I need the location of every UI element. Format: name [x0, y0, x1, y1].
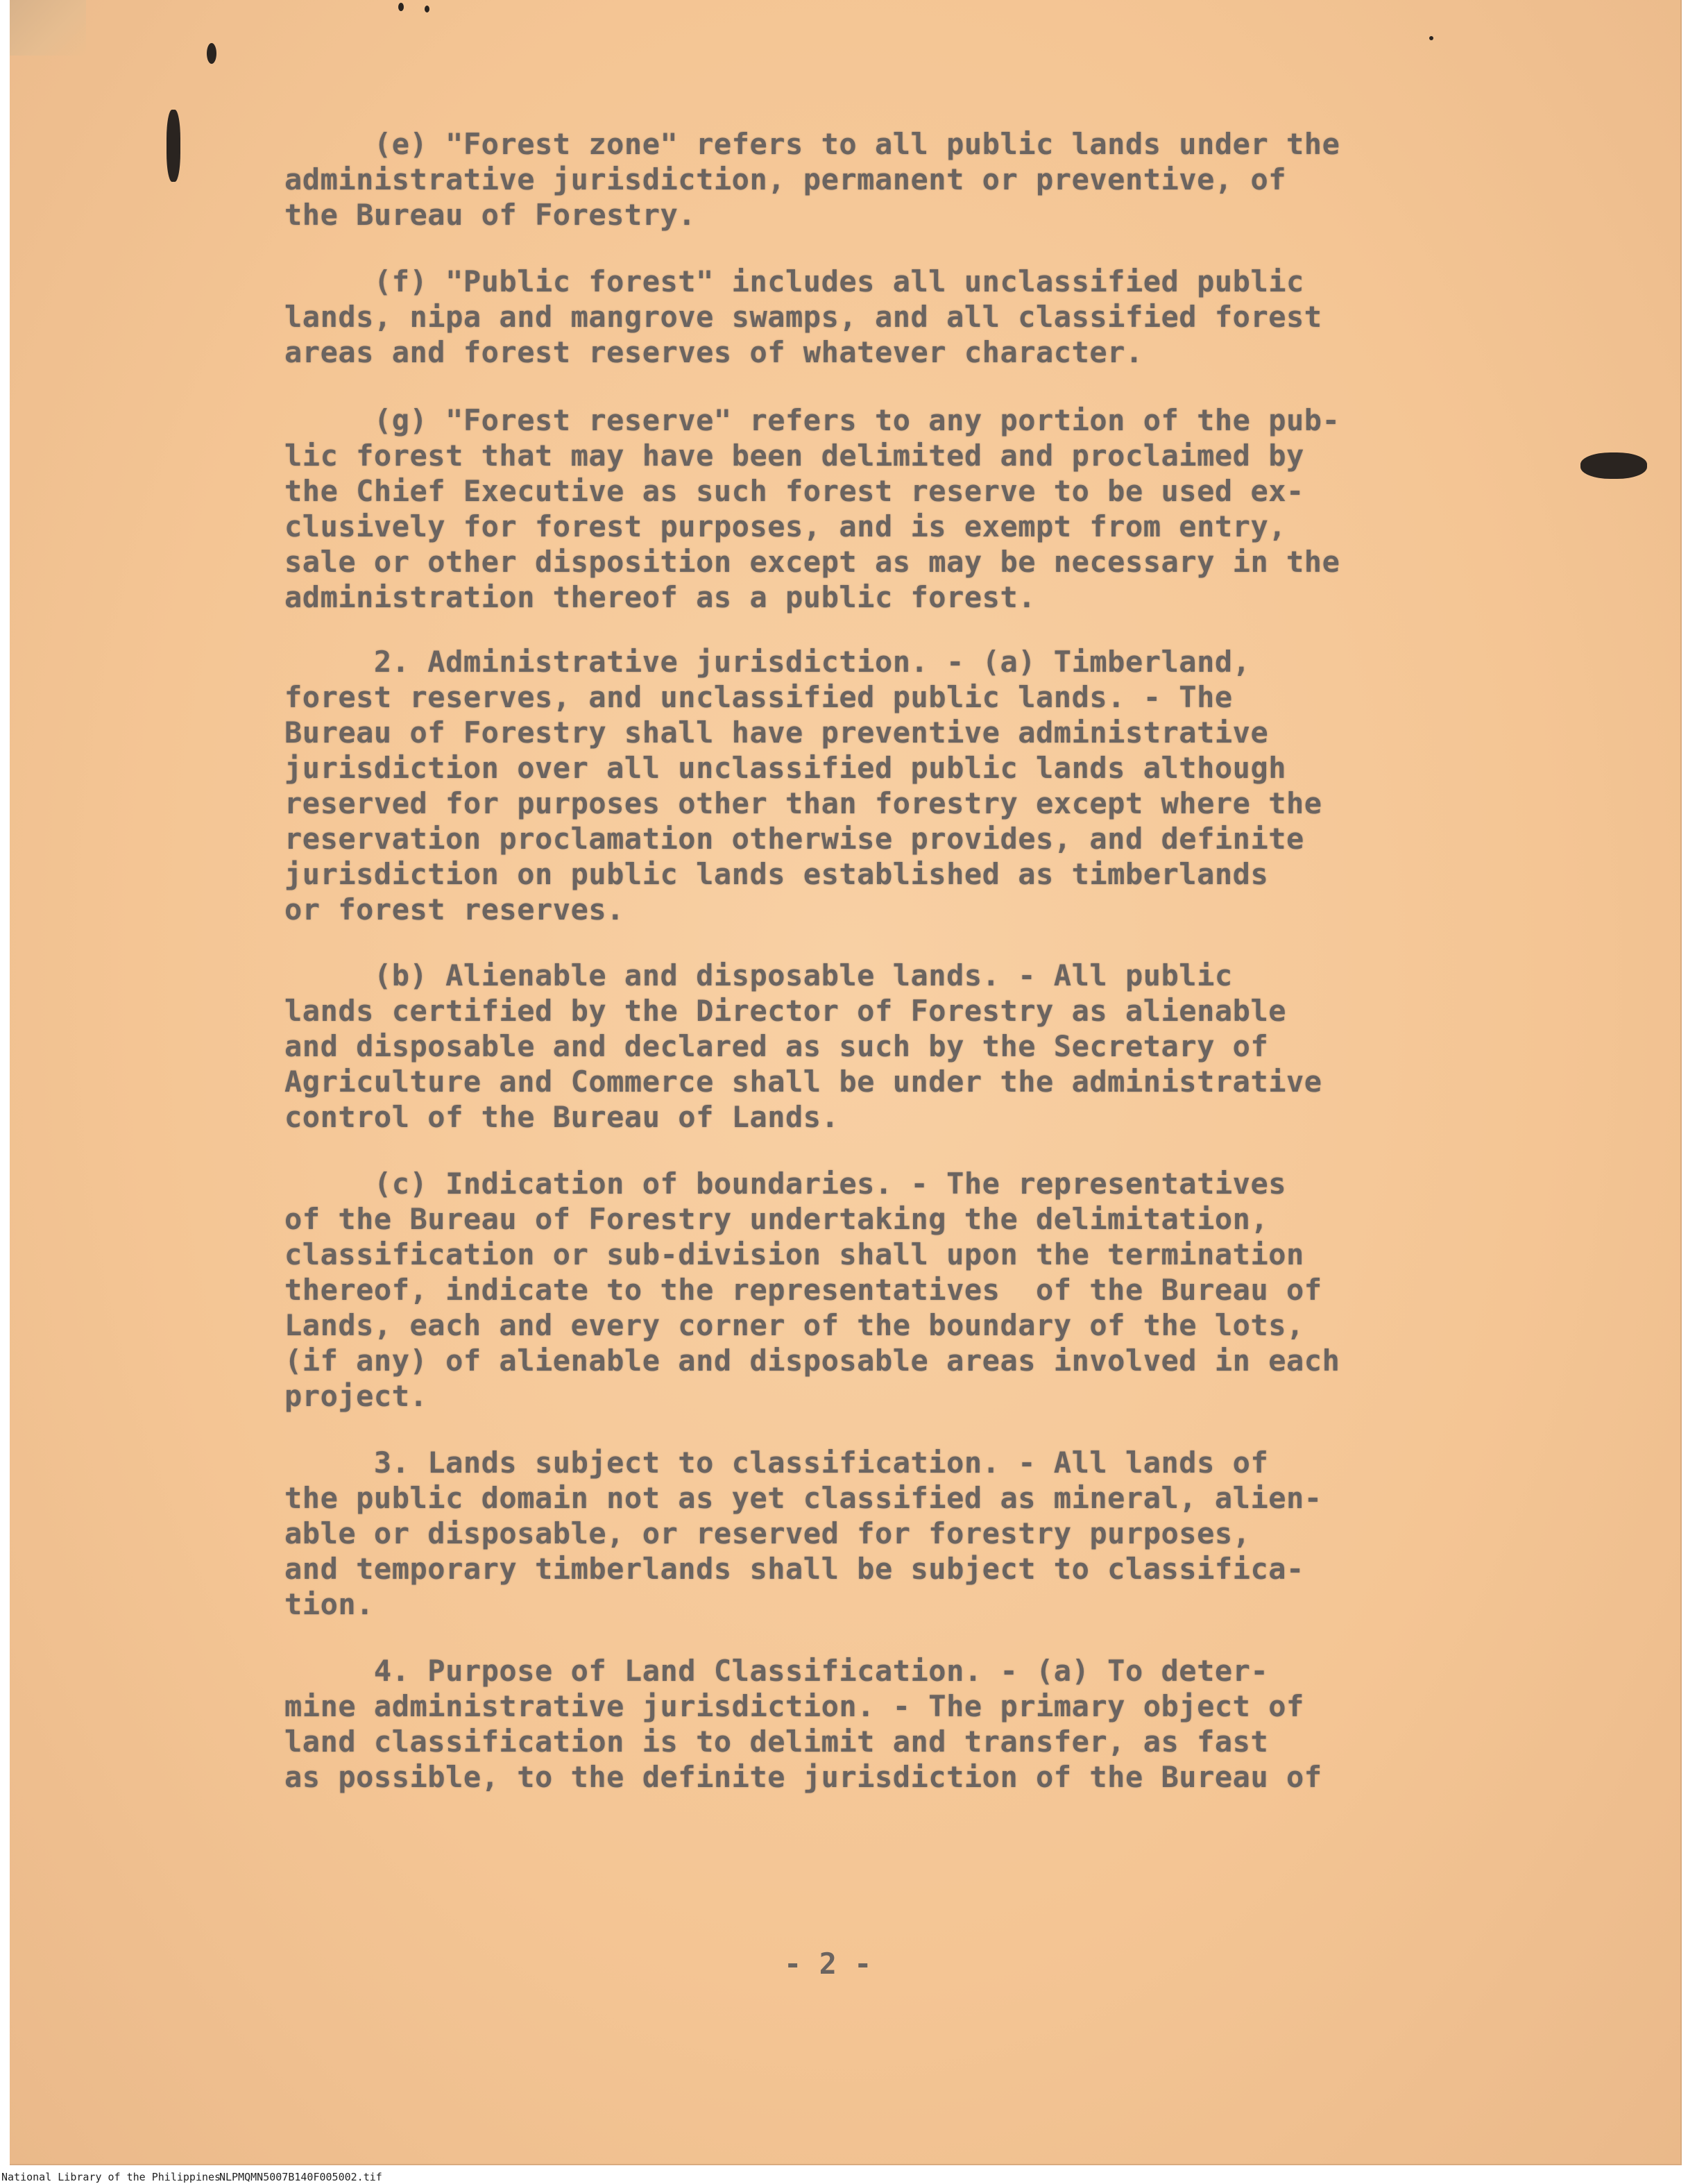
ink-blot-left-1 — [207, 43, 216, 64]
ink-dot-right — [1429, 36, 1433, 40]
paragraph-forest-reserve — [284, 403, 1519, 615]
page-number: - 2 - — [784, 1947, 872, 1981]
text-line: 2. Administrative jurisdiction. - (a) Timberland, — [284, 645, 1251, 679]
text-line: reservation proclamation otherwise provides, and definite — [284, 822, 1304, 856]
text-line: 4. Purpose of Land Classification. - (a) To deter- — [284, 1654, 1269, 1688]
text-line: the Bureau of Forestry. — [284, 198, 697, 232]
text-line: and temporary timberlands shall be subject to classifica- — [284, 1552, 1304, 1586]
text-line: reserved for purposes other than forestry except where the — [284, 786, 1322, 820]
text-line: (e) "Forest zone" refers to all public lands under the — [284, 127, 1340, 161]
paragraph-forest-zone — [284, 126, 1519, 232]
text-line: tion. — [284, 1587, 374, 1621]
footer-filename: NLPMQMN5007B140F005002.tif — [219, 2171, 382, 2183]
text-line: the public domain not as yet classified as mineral, alien- — [284, 1481, 1322, 1515]
scan-footer — [0, 2171, 1688, 2184]
text-line: administrative jurisdiction, permanent or preventive, of — [284, 162, 1287, 196]
text-line: lands certified by the Director of Forestry as alienable — [284, 994, 1287, 1028]
paragraph-alienable-lands — [284, 958, 1519, 1135]
worn-corner — [10, 0, 86, 56]
ink-blot-top-2 — [425, 6, 429, 12]
ink-blot-left-2 — [167, 110, 180, 182]
text-line: able or disposable, or reserved for forestry purposes, — [284, 1516, 1251, 1550]
text-line: (g) "Forest reserve" refers to any portion of the pub- — [284, 403, 1340, 437]
text-line: (c) Indication of boundaries. - The representatives — [284, 1167, 1287, 1201]
text-line: areas and forest reserves of whatever character. — [284, 335, 1143, 369]
ink-blot-top — [398, 3, 404, 11]
text-line: clusively for forest purposes, and is exempt from entry, — [284, 509, 1287, 543]
text-line: of the Bureau of Forestry undertaking the delimitation, — [284, 1202, 1269, 1236]
text-line: Agriculture and Commerce shall be under the administrative — [284, 1065, 1322, 1099]
text-line: 3. Lands subject to classification. - All lands of — [284, 1446, 1269, 1480]
paragraph-administrative-jurisdiction — [284, 644, 1519, 927]
text-line: as possible, to the definite jurisdiction of the Bureau of — [284, 1760, 1322, 1794]
text-line: administration thereof as a public forest. — [284, 580, 1037, 614]
text-line: Bureau of Forestry shall have preventive administrative — [284, 716, 1269, 750]
ink-blot-right — [1580, 452, 1647, 479]
text-line: control of the Bureau of Lands. — [284, 1100, 839, 1134]
paragraph-indication-of-boundaries — [284, 1166, 1519, 1414]
text-line: or forest reserves. — [284, 892, 624, 926]
footer-library-name: National Library of the Philippines — [1, 2171, 221, 2183]
text-line: (if any) of alienable and disposable areas involved in each — [284, 1344, 1340, 1378]
text-line: jurisdiction on public lands established as timberlands — [284, 857, 1269, 891]
text-line: (b) Alienable and disposable lands. - All public — [284, 958, 1233, 992]
text-line: mine administrative jurisdiction. - The primary object of — [284, 1689, 1304, 1723]
text-line: and disposable and declared as such by the Secretary of — [284, 1029, 1269, 1063]
text-line: Lands, each and every corner of the boundary of the lots, — [284, 1308, 1304, 1342]
text-line: jurisdiction over all unclassified public lands although — [284, 751, 1287, 785]
text-line: sale or other disposition except as may be necessary in the — [284, 545, 1340, 579]
text-line: (f) "Public forest" includes all unclassified public — [284, 264, 1304, 298]
text-line: forest reserves, and unclassified public lands. - The — [284, 680, 1233, 714]
text-line: lic forest that may have been delimited and proclaimed by — [284, 439, 1304, 473]
paragraph-lands-subject-to-classification — [284, 1445, 1519, 1622]
paragraph-purpose-of-land-classification — [284, 1653, 1519, 1795]
text-line: thereof, indicate to the representatives of the Bureau of — [284, 1273, 1322, 1307]
text-line: classification or sub-division shall upon the termination — [284, 1237, 1304, 1271]
text-line: land classification is to delimit and transfer, as fast — [284, 1725, 1269, 1759]
text-line: the Chief Executive as such forest reserve to be used ex- — [284, 474, 1304, 508]
text-line: project. — [284, 1379, 428, 1413]
text-line: lands, nipa and mangrove swamps, and all classified forest — [284, 300, 1322, 334]
paragraph-public-forest — [284, 264, 1519, 370]
